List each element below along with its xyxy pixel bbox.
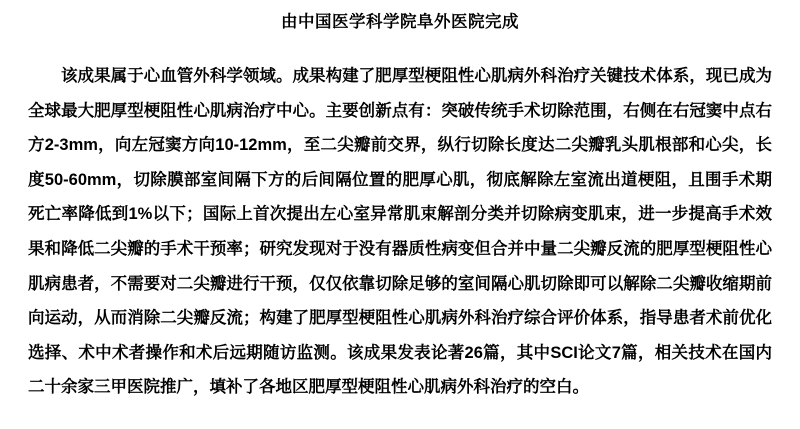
document-title: 由中国医学科学院阜外医院完成 xyxy=(281,13,519,31)
document-paragraph: 该成果属于心血管外科学领域。成果构建了肥厚型梗阻性心肌病外科治疗关键技术体系，现已成为全球最大肥厚型梗阻性心肌病治疗中心。主要创新点有：突破传统手术切除范围，右侧在右冠窦中点右方2-3mm，向左冠窦方向10-12mm，至二尖瓣前交界，纵行切除长度达二尖瓣乳头肌根部和心尖，长度50-60mm，切除膜部室间隔下方的后间隔位置的肥厚心肌，彻底解除左室流出道梗阻，且围手术期死亡率降低到1%以下；国际上首次提出左心室异常肌束解剖分类并切除病变肌束，进一步提高手术效果和降低二尖瓣的手术干预率；研究发现对于没有器质性病变但合并中量二尖瓣反流的肥厚型梗阻性心肌病患者，不需要对二尖瓣进行干预，仅仅依靠切除足够的室间隔心肌切除即可以解除二尖瓣收缩期前向运动，从而消除二尖瓣反流；构建了肥厚型梗阻性心肌病外科治疗综合评价体系，指导患者术前优化选择、术中术者操作和术后远期随访监测。该成果发表论著26篇，其中SCI论文7篇，相关技术在国内二十余家三甲医院推广，填补了各地区肥厚型梗阻性心肌病外科治疗的空白。 xyxy=(28,67,772,397)
